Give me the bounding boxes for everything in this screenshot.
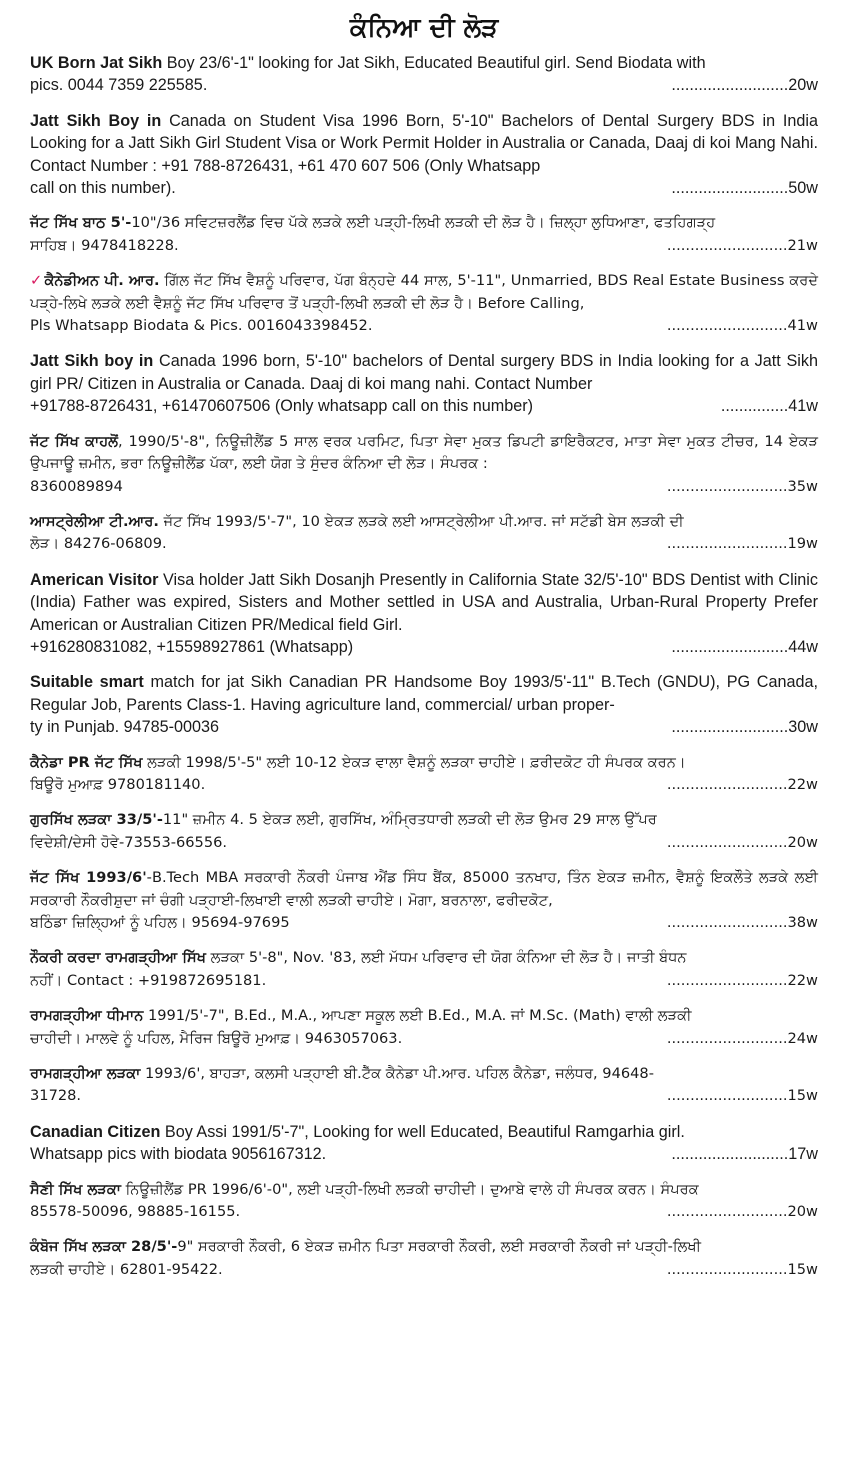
ad-word-count: ..........................35w <box>666 477 818 495</box>
ad-footer <box>30 476 818 498</box>
ad-body <box>30 947 818 969</box>
ad-heading: ਰਾਮਗੜ੍ਹੀਆ ਧੀਮਾਨ <box>30 1007 144 1025</box>
classified-ad <box>30 110 818 200</box>
ad-body <box>30 1236 818 1258</box>
ad-contact: ਬਠਿੰਡਾ ਜ਼ਿਲ੍ਹਿਆਂ ਨੂੰ ਪਹਿਲ। 95694-97695 <box>30 914 290 931</box>
ad-word-count: ..........................41w <box>666 317 818 335</box>
ad-contact: 31728. <box>30 1087 82 1105</box>
ad-separator <box>30 97 818 110</box>
ad-body <box>30 110 818 177</box>
ad-heading: ਆਸਟ੍ਰੇਲੀਆ ਟੀ.ਆਰ. <box>30 512 159 530</box>
ad-word-count: ..........................50w <box>671 179 818 198</box>
classified-ad <box>30 752 818 797</box>
ad-text: match for jat Sikh Canadian PR Handsome Boy 1993/5'-11" B.Tech (GNDU), PG Canada, Regular Job, Parents Class-1. Having agriculture land, commercial/ urban proper- <box>30 673 818 714</box>
ad-word-count: ..........................19w <box>666 535 818 553</box>
ad-contact: ਵਿਦੇਸ਼ੀ/ਦੇਸੀ ਹੋਵੇ-73553-66556. <box>30 833 228 851</box>
ad-text: ਜੱਟ ਸਿੱਖ 1993/5'-7", 10 ਏਕੜ ਲੜਕੇ ਲਈ ਆਸਟ੍ਰੇਲੀਆ ਪੀ.ਆਰ. ਜਾਂ ਸਟੱਡੀ ਬੇਸ ਲੜਕੀ ਦੀ <box>158 512 684 530</box>
ad-heading: ਕੈਨੇਡੀਅਨ ਪੀ. ਆਰ. <box>44 272 160 290</box>
page-title: ਕੰਨਿਆ ਦੀ ਲੋੜ <box>349 13 499 43</box>
ad-text: 1993/6', ਬਾਹੜਾ, ਕਲਸੀ ਪੜ੍ਹਾਈ ਬੀ.ਟੈੱਕ ਕੈਨੇਡਾ ਪੀ.ਆਰ. ਪਹਿਲ ਕੈਨੇਡਾ, ਜਲੰਧਰ, 94648- <box>140 1065 654 1083</box>
ad-footer <box>30 395 818 417</box>
ad-body <box>30 270 818 315</box>
check-mark-icon: ✓ <box>30 272 43 290</box>
ad-heading: ਨੌਕਰੀ ਕਰਦਾ ਰਾਮਗੜ੍ਹੀਆ ਸਿੱਖ <box>30 949 207 967</box>
ad-separator <box>30 1108 818 1121</box>
ad-word-count: ..........................15w <box>666 1260 818 1278</box>
ad-contact: call on this number). <box>30 179 176 198</box>
ad-text: ਲੜਕੀ 1998/5'-5" ਲਈ 10-12 ਏਕੜ ਵਾਲਾ ਵੈਸ਼ਨੂੰ ਲੜਕਾ ਚਾਹੀਏ। ਫ਼ਰੀਦਕੋਟ ਹੀ ਸੰਪਰਕ ਕਰਨ। <box>142 753 686 771</box>
ad-text: Visa holder Jatt Sikh Dosanjh Presently in California State 32/5'-10" BDS Dentist with Clinic (India) Father was expired, Sisters and Mother settled in USA and Australia, Urban-Rural Property Prefer American or Australian Citizen PR/Medical field Girl. <box>30 570 818 634</box>
ad-text: 9" ਸਰਕਾਰੀ ਨੌਕਰੀ, 6 ਏਕੜ ਜ਼ਮੀਨ ਪਿਤਾ ਸਰਕਾਰੀ ਨੌਕਰੀ, ਲਈ ਸਰਕਾਰੀ ਨੌਕਰੀ ਜਾਂ ਪੜ੍ਹੀ-ਲਿਖੀ <box>177 1238 702 1256</box>
ad-heading: ਜੱਟ ਸਿੱਖ 1993/6' <box>30 869 147 887</box>
ad-body <box>30 752 818 774</box>
ad-text: ਲੜਕਾ 5'-8", Nov. '83, ਲਈ ਮੱਧਮ ਪਰਿਵਾਰ ਦੀ ਯੋਗ ਕੰਨਿਆ ਦੀ ਲੋੜ ਹੈ। ਜਾਤੀ ਬੰਧਨ <box>206 949 687 967</box>
ad-body <box>30 569 818 636</box>
ad-separator <box>30 739 818 752</box>
ad-text: 1991/5'-7", B.Ed., M.A., ਆਪਣਾ ਸਕੂਲ ਲਈ B.Ed., M.A. ਜਾਂ M.Sc. (Math) ਵਾਲੀ ਲੜਕੀ <box>143 1007 692 1025</box>
ad-body <box>30 867 818 912</box>
ad-heading: ਕੈਨੇਡਾ PR ਜੱਟ ਸਿੱਖ <box>30 753 143 771</box>
ad-heading: ਗੁਰਸਿੱਖ ਲੜਕਾ 33/5'- <box>30 811 163 829</box>
classified-ad <box>30 1121 818 1166</box>
ad-footer <box>30 1201 818 1223</box>
ad-footer <box>30 74 818 96</box>
ad-word-count: ..........................20w <box>671 76 818 95</box>
ad-footer <box>30 533 818 555</box>
ad-body <box>30 1121 818 1143</box>
classified-ad <box>30 52 818 97</box>
ad-footer <box>30 832 818 854</box>
classified-ad <box>30 212 818 257</box>
ad-footer <box>30 774 818 796</box>
ad-separator <box>30 556 818 569</box>
ad-contact: +916280831082, +15598927861 (Whatsapp) <box>30 637 354 656</box>
ad-heading: ਸੈਣੀ ਸਿੱਖ ਲੜਕਾ <box>30 1180 121 1198</box>
ad-separator <box>30 796 818 809</box>
ad-heading: ਜੱਟ ਸਿੱਖ ਬਾਠ 5'- <box>30 214 132 232</box>
ad-separator <box>30 498 818 511</box>
ad-separator <box>30 658 818 671</box>
ad-heading: Suitable smart <box>30 673 144 692</box>
ad-separator <box>30 934 818 947</box>
ad-text: ਗਿੱਲ ਜੱਟ ਸਿੱਖ ਵੈਸ਼ਨੂੰ ਪਰਿਵਾਰ, ਪੱਗ ਬੰਨ੍ਹਦੇ 44 ਸਾਲ, 5'-11", Unmarried, BDS Real Estate Business ਕਰਦੇ ਪੜ੍ਹੇ-ਲਿਖੇ ਲੜਕੇ ਲਈ ਵੈਸ਼ਨੂੰ ਜੱਟ ਸਿੱਖ ਪਰਿਵਾਰ ਤੋਂ ਪੜ੍ਹੀ-ਲਿਖੀ ਲੜਕੀ ਦੀ ਲੋੜ ਹੈ। Before Calling, <box>30 272 818 312</box>
ad-footer <box>30 1028 818 1050</box>
ad-contact: ਸਾਹਿਬ। 9478418228. <box>30 236 179 254</box>
ad-separator <box>30 337 818 350</box>
classified-ad <box>30 947 818 992</box>
ad-text: , 1990/5'-8", ਨਿਊਜ਼ੀਲੈਂਡ 5 ਸਾਲ ਵਰਕ ਪਰਮਿਟ, ਪਿਤਾ ਸੇਵਾ ਮੁਕਤ ਡਿਪਟੀ ਡਾਇਰੈਕਟਰ, ਮਾਤਾ ਸੇਵਾ ਮੁਕਤ ਟੀਚਰ, 14 ਏਕੜ ਉਪਜਾਊ ਜ਼ਮੀਨ, ਭਰਾ ਨਿਊਜ਼ੀਲੈਂਡ ਪੱਕਾ, ਲਈ ਯੋਗ ਤੇ ਸੁੰਦਰ ਕੰਨਿਆ ਦੀ ਲੋੜ। ਸੰਪਰਕ : <box>30 432 819 473</box>
ad-contact: Whatsapp pics with biodata 9056167312. <box>30 1145 327 1164</box>
ad-body <box>30 212 818 234</box>
ad-text: ਨਿਊਜ਼ੀਲੈਂਡ PR 1996/6'-0", ਲਈ ਪੜ੍ਹੀ-ਲਿਖੀ ਲੜਕੀ ਚਾਹੀਦੀ। ਦੁਆਬੇ ਵਾਲੇ ਹੀ ਸੰਪਰਕ ਕਰਨ। ਸੰਪਰਕ <box>120 1180 699 1198</box>
ad-heading: ਕੰਬੋਜ ਸਿੱਖ ਲੜਕਾ 28/5'- <box>30 1238 178 1256</box>
ad-separator <box>30 1166 818 1179</box>
ad-heading: ਜੱਟ ਸਿੱਖ ਕਾਹਲੋਂ <box>30 432 119 450</box>
ad-footer <box>30 235 818 257</box>
ad-footer <box>30 636 818 658</box>
ad-footer <box>30 970 818 992</box>
classified-ad <box>30 270 818 337</box>
ad-separator <box>30 418 818 431</box>
ad-word-count: ..........................20w <box>666 833 818 851</box>
ad-heading: Canadian Citizen <box>30 1122 161 1141</box>
ad-heading: ਰਾਮਗੜ੍ਹੀਆ ਲੜਕਾ <box>30 1065 141 1083</box>
ad-text: Canada 1996 born, 5'-10" bachelors of Dental surgery BDS in India looking for a Jatt Sikh girl PR/ Citizen in Australia or Canada. Daaj di koi mang nahi. Contact Number <box>30 352 818 393</box>
ad-word-count: ..........................44w <box>671 637 818 656</box>
ad-body <box>30 809 818 831</box>
ad-text: Boy 23/6'-1" looking for Jat Sikh, Educated Beautiful girl. Send Biodata with <box>162 54 706 72</box>
ad-footer <box>30 716 818 738</box>
ad-contact: ਬਿਊਰੋ ਮੁਆਫ਼ 9780181140. <box>30 775 206 793</box>
ad-contact: 8360089894 <box>30 477 123 495</box>
ad-body <box>30 431 818 476</box>
ad-body <box>30 1005 818 1027</box>
ad-heading: Jatt Sikh boy in <box>30 352 154 371</box>
classified-ad <box>30 431 818 498</box>
classified-ad <box>30 809 818 854</box>
ad-word-count: ..........................22w <box>666 971 818 989</box>
ad-contact: 85578-50096, 98885-16155. <box>30 1203 241 1221</box>
ad-contact: ਚਾਹੀਦੀ। ਮਾਲਵੇ ਨੂੰ ਪਹਿਲ, ਮੈਰਿਜ ਬਿਊਰੋ ਮੁਆਫ਼। 9463057063. <box>30 1029 403 1047</box>
ad-footer <box>30 1259 818 1281</box>
ad-word-count: ...............41w <box>720 397 818 416</box>
ad-text: Canada on Student Visa 1996 Born, 5'-10" Bachelors of Dental Surgery BDS in India Looking for a Jatt Sikh Girl Student Visa or Work Permit Holder in Australia or Canada, Daaj di koi Mang Nahi. Contact Number : +91 788-8726431, +61 470 607 506 (Only Whatsapp <box>30 111 818 175</box>
ad-footer <box>30 315 818 337</box>
ad-word-count: ..........................15w <box>666 1087 818 1105</box>
ad-separator <box>30 854 818 867</box>
ad-separator <box>30 199 818 212</box>
ad-separator <box>30 257 818 270</box>
ad-heading: Jatt Sikh Boy in <box>30 111 162 130</box>
classified-ad <box>30 1236 818 1281</box>
ad-word-count: ..........................21w <box>666 236 818 254</box>
classified-ad <box>30 1179 818 1224</box>
ad-body <box>30 1179 818 1201</box>
ad-contact: pics. 0044 7359 225585. <box>30 76 208 95</box>
ad-word-count: ..........................30w <box>671 718 818 737</box>
ad-word-count: ..........................20w <box>666 1203 818 1221</box>
ad-contact: Pls Whatsapp Biodata & Pics. 0016043398452. <box>30 317 373 335</box>
ad-body <box>30 511 818 533</box>
ad-body <box>30 671 818 716</box>
ad-footer <box>30 912 818 934</box>
ad-heading: American Visitor <box>30 570 159 589</box>
classified-ad <box>30 1063 818 1108</box>
ad-text: Boy Assi 1991/5'-7", Looking for well Educated, Beautiful Ramgarhia girl. <box>160 1122 685 1141</box>
ad-text: -B.Tech MBA ਸਰਕਾਰੀ ਨੌਕਰੀ ਪੰਜਾਬ ਐਂਡ ਸਿੰਧ ਬੈਂਕ, 85000 ਤਨਖਾਹ, ਤਿੰਨ ਏਕੜ ਜ਼ਮੀਨ, ਵੈਸ਼ਨੂੰ ਇਕਲੌਤੇ ਲੜਕੇ ਲਈ ਸਰਕਾਰੀ ਨੌਕਰੀਸ਼ੁਦਾ ਜਾਂ ਚੰਗੀ ਪੜ੍ਹਾਈ-ਲਿਖਾਈ ਵਾਲੀ ਲੜਕੀ ਚਾਹੀਏ। ਮੋਗਾ, ਬਰਨਾਲਾ, ਫਰੀਦਕੋਟ, <box>30 869 818 909</box>
ad-word-count: ..........................24w <box>666 1029 818 1047</box>
classified-ad <box>30 1005 818 1050</box>
ad-contact: ਲੋੜ। 84276-06809. <box>30 535 167 553</box>
ad-footer <box>30 1085 818 1107</box>
ad-separator <box>30 1223 818 1236</box>
ad-text: 10"/36 ਸਵਿਟਜ਼ਰਲੈਂਡ ਵਿਚ ਪੱਕੇ ਲੜਕੇ ਲਈ ਪੜ੍ਹੀ-ਲਿਖੀ ਲੜਕੀ ਦੀ ਲੋੜ ਹੈ। ਜ਼ਿਲ੍ਹਾ ਲੁਧਿਆਣਾ, ਫਤਹਿਗੜ੍ਹ <box>131 214 716 232</box>
ad-footer <box>30 1143 818 1165</box>
classified-ad <box>30 569 818 659</box>
ad-word-count: ..........................38w <box>666 914 818 931</box>
ad-separator <box>30 1050 818 1063</box>
classified-ad <box>30 350 818 417</box>
classified-ad <box>30 671 818 738</box>
ad-body <box>30 52 818 74</box>
ad-contact: ty in Punjab. 94785-00036 <box>30 718 220 737</box>
ads-list <box>30 52 818 1281</box>
ad-word-count: ..........................22w <box>666 775 818 793</box>
ad-word-count: ..........................17w <box>671 1145 818 1164</box>
ad-text: 11" ਜ਼ਮੀਨ 4. 5 ਏਕੜ ਲਈ, ਗੁਰਸਿੱਖ, ਅੰਮ੍ਰਿਤਧਾਰੀ ਲੜਕੀ ਦੀ ਲੋੜ ਉਮਰ 29 ਸਾਲ ਉੱਪਰ <box>162 811 657 829</box>
ad-contact: ਲੜਕੀ ਚਾਹੀਏ। 62801-95422. <box>30 1260 223 1278</box>
ad-heading: UK Born Jat Sikh <box>30 54 163 72</box>
classified-ad <box>30 867 818 934</box>
ad-contact: +91788-8726431, +61470607506 (Only whatsapp call on this number) <box>30 397 534 416</box>
ad-body <box>30 350 818 395</box>
ad-separator <box>30 992 818 1005</box>
classified-ad <box>30 511 818 556</box>
ad-footer <box>30 177 818 199</box>
ad-contact: ਨਹੀਂ। Contact : +919872695181. <box>30 971 267 989</box>
ad-body <box>30 1063 818 1085</box>
